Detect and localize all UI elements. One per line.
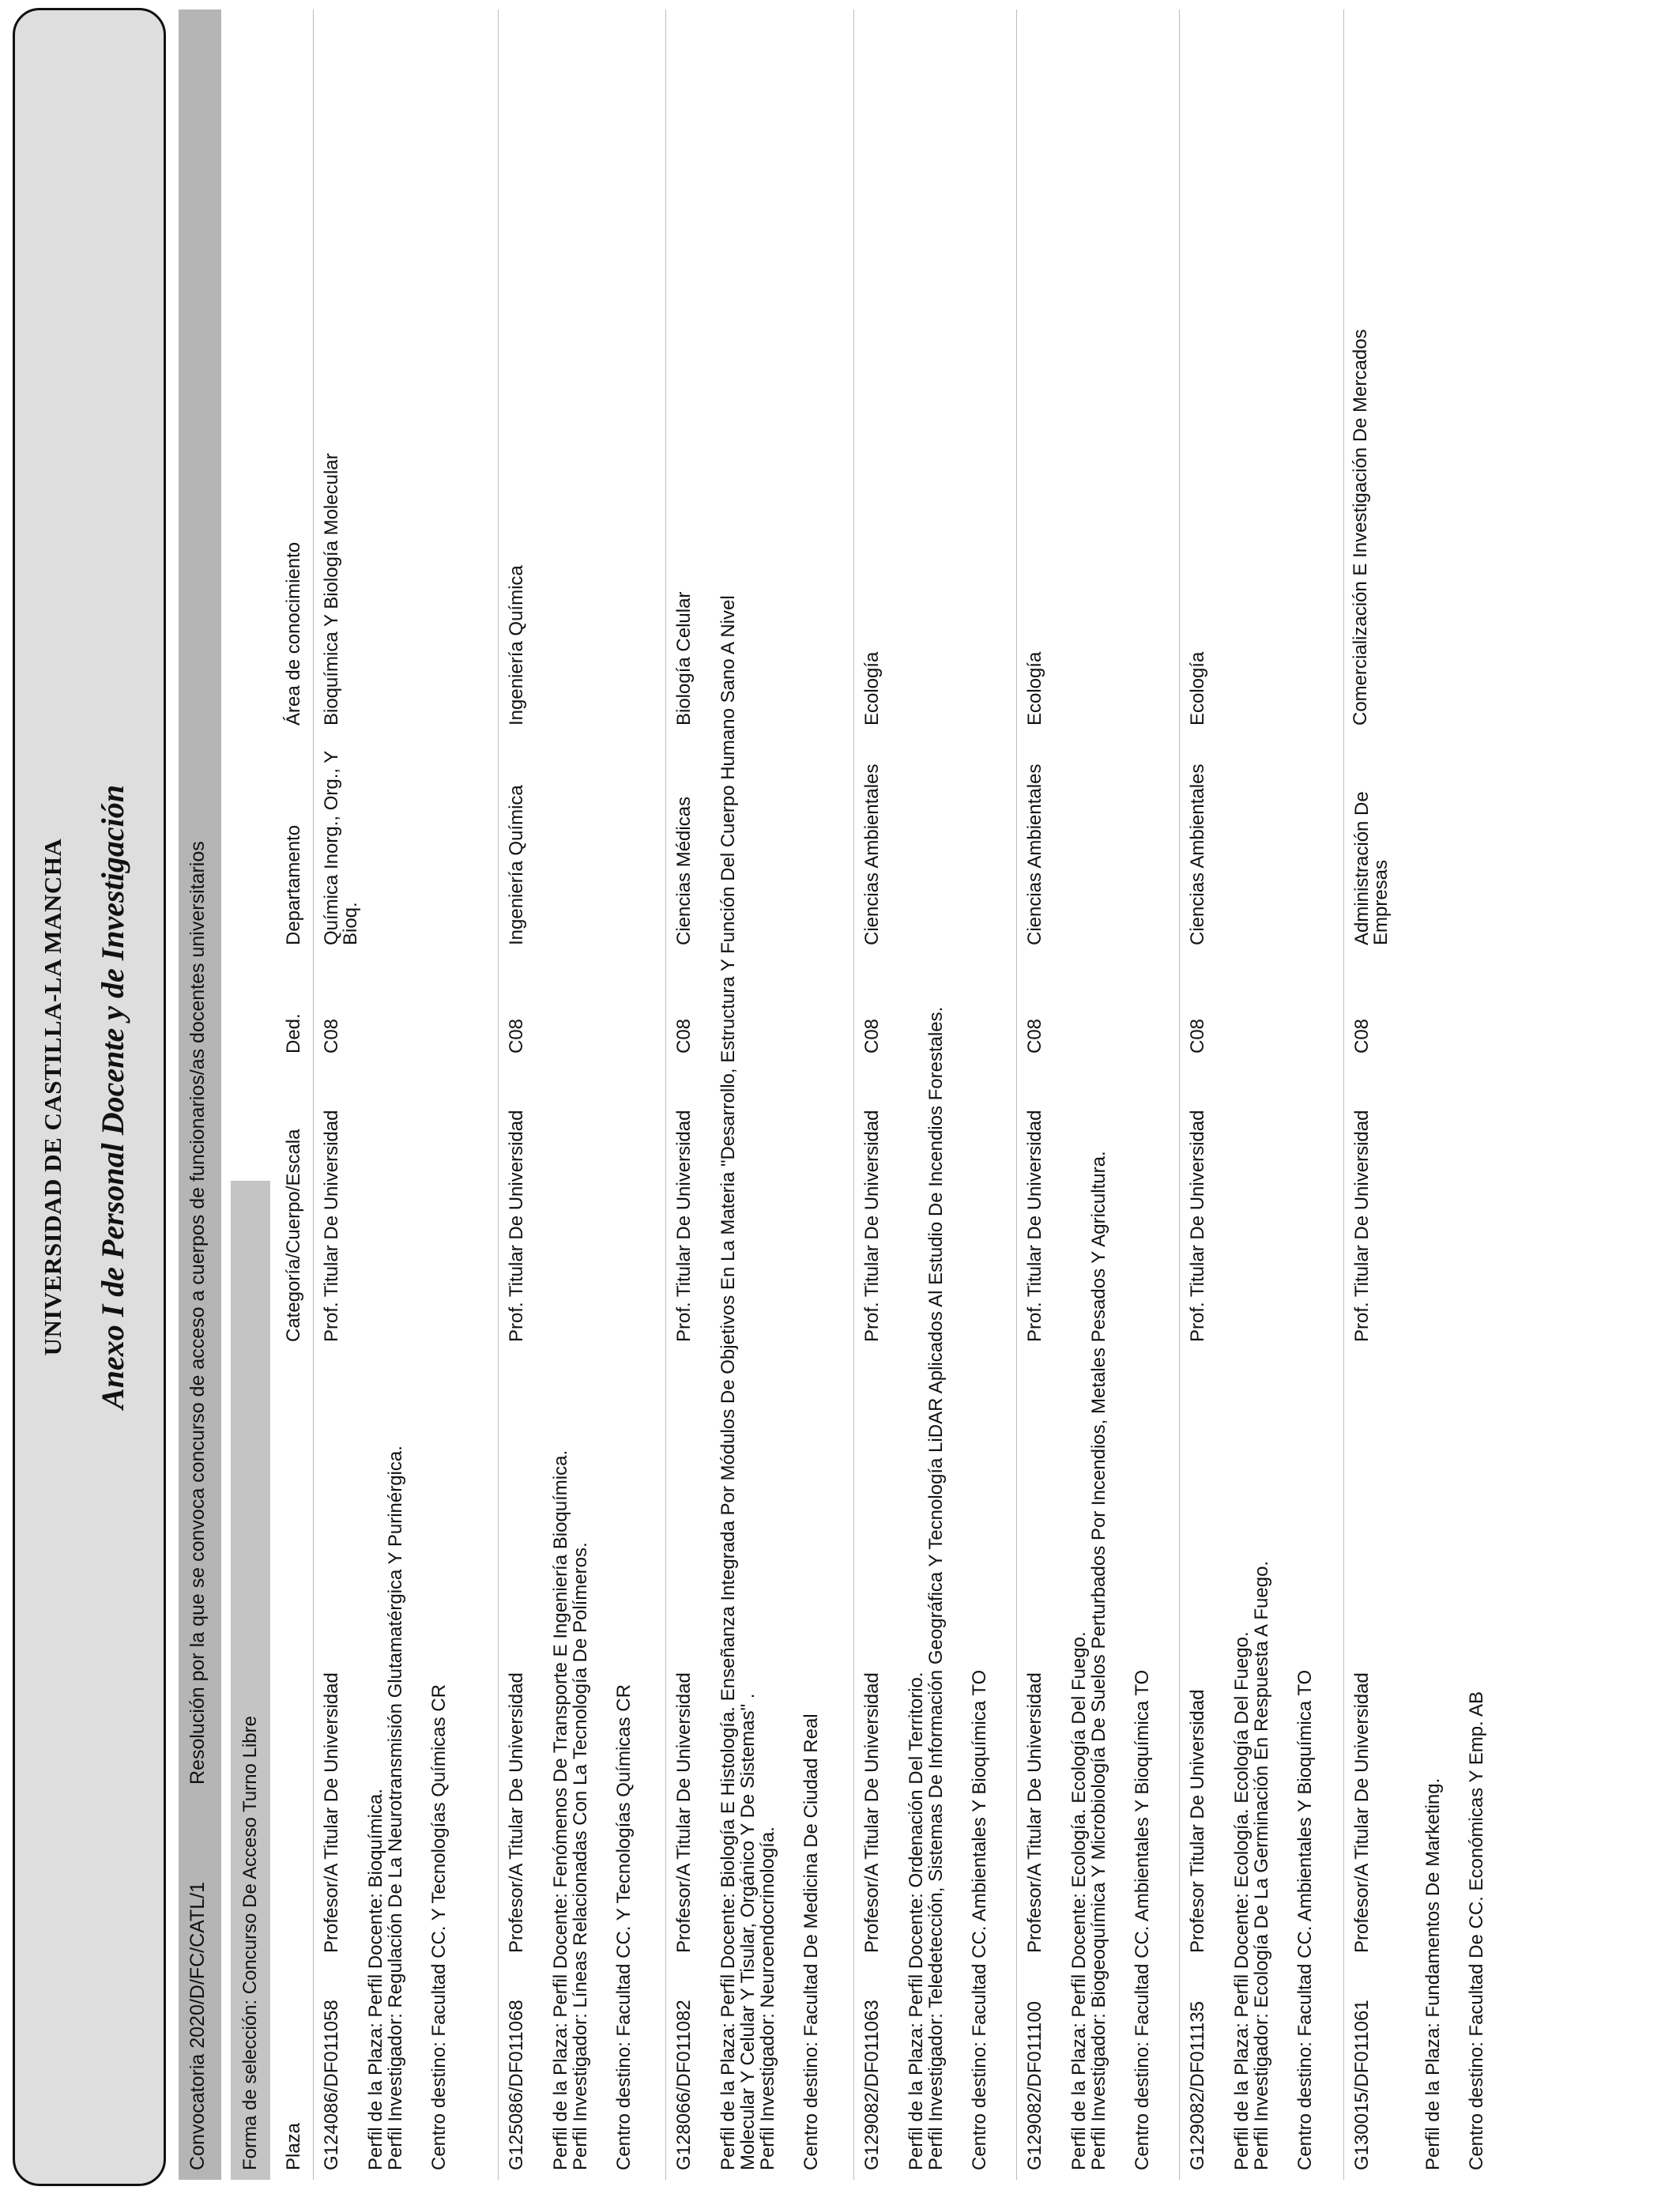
plaza-code: G125086/DF011068 [506, 2000, 527, 2170]
centro-destino: Centro destino: Facultad CC. Y Tecnologías Químicas CR [613, 1684, 635, 2170]
perfil-line: Perfil de la Plaza: Perfil Docente: Bioquímica. [365, 1789, 386, 2170]
area-conocimiento: Bioquímica Y Biología Molecular [321, 453, 342, 726]
convocatoria-band [179, 9, 221, 2180]
centro-destino: Centro destino: Facultad De CC. Económicas Y Emp. AB [1466, 1691, 1487, 2170]
perfil-line: Molecular Y Celular Y Tisular, Orgánico Y De Sistemas" . [737, 1693, 759, 2170]
perfil-line: Perfil Investigador: Líneas Relacionadas Con La Tecnología De Polímeros. [570, 1542, 591, 2170]
column-plaza: Plaza [283, 2122, 304, 2170]
perfil-line: Perfil de la Plaza: Perfil Docente: Fenómenos De Transporte E Ingeniería Bioquímica. [550, 1449, 571, 2170]
dedicacion: C08 [1024, 1018, 1045, 1054]
categoria-short: Profesor/A Titular De Universidad [861, 1672, 883, 1953]
column-ded: Ded. [283, 1013, 304, 1054]
centro-destino: Centro destino: Facultad CC. Ambientales Y Bioquímica TO [1294, 1669, 1316, 2170]
perfil-line: Perfil de la Plaza: Perfil Docente: Ecología. Ecología Del Fuego. [1231, 1631, 1252, 2170]
column-departamento: Departamento [283, 824, 304, 945]
centro-destino: Centro destino: Facultad CC. Ambientales Y Bioquímica TO [1132, 1669, 1153, 2170]
plaza-code: G129082/DF011100 [1024, 2001, 1045, 2170]
resolution-text: Resolución por la que se convoca concurso de acceso a cuerpos de funcionarios/as docentes universitarios [186, 841, 209, 1785]
departamento: Ciencias Ambientales [861, 763, 883, 945]
dedicacion: C08 [506, 1018, 527, 1054]
perfil-line: Perfil Investigador: Neuroendocrinología. [757, 1826, 778, 2170]
perfil-line: Perfil de la Plaza: Fundamentos De Marketing. [1422, 1777, 1444, 2170]
dedicacion: C08 [673, 1018, 695, 1054]
categoria-short: Profesor/A Titular De Universidad [673, 1672, 695, 1953]
column-area: Área de conocimiento [283, 541, 304, 726]
dedicacion: C08 [1351, 1018, 1373, 1054]
perfil-line: Perfil Investigador: Ecología De La Germinación En Respuesta A Fuego. [1251, 1560, 1272, 2170]
perfil-line: Perfil de la Plaza: Perfil Docente: Ordenación Del Territorio. [906, 1672, 927, 2170]
row-divider [313, 9, 314, 2180]
departamento: Ingeniería Química [506, 785, 527, 945]
row-divider [1343, 9, 1344, 2180]
departamento: Química Inorg., Org., Y [321, 750, 342, 945]
plaza-code: G129082/DF011063 [861, 2000, 883, 2170]
selection-band [231, 1181, 270, 2180]
categoria-short: Profesor/A Titular De Universidad [1024, 1672, 1045, 1953]
area-conocimiento: Comercialización E Investigación De Mercados [1350, 329, 1371, 726]
dedicacion: C08 [321, 1018, 342, 1054]
document-header [13, 8, 166, 2186]
departamento: Ciencias Ambientales [1187, 763, 1208, 945]
plaza-code: G124086/DF011058 [321, 2000, 342, 2170]
perfil-line: Perfil de la Plaza: Perfil Docente: Biología E Histología. Enseñanza Integrada Por Módulos De Objetivos En La Materia "Desarrollo, Estructura Y Función Del Cuerpo Humano Sano A Nivel [718, 595, 739, 2170]
departamento: Ciencias Médicas [673, 796, 695, 945]
categoria-short: Profesor Titular De Universidad [1187, 1689, 1208, 1953]
categoria: Prof. Titular De Universidad [506, 1110, 527, 1342]
categoria-short: Profesor/A Titular De Universidad [321, 1672, 342, 1953]
departamento: Empresas [1370, 859, 1392, 945]
selection-form: Forma de selección: Concurso De Acceso Turno Libre [239, 1716, 261, 2170]
annex-title: Anexo I de Personal Docente y de Investigación [95, 785, 130, 1409]
dedicacion: C08 [861, 1018, 883, 1054]
departamento: Ciencias Ambientales [1024, 763, 1045, 945]
categoria: Prof. Titular De Universidad [1187, 1110, 1208, 1342]
area-conocimiento: Ecología [1187, 651, 1208, 726]
categoria-short: Profesor/A Titular De Universidad [506, 1672, 527, 1953]
row-divider [853, 9, 854, 2180]
centro-destino: Centro destino: Facultad CC. Ambientales Y Bioquímica TO [969, 1669, 990, 2170]
column-categoria: Categoría/Cuerpo/Escala [283, 1129, 304, 1342]
plaza-code: G129082/DF011135 [1187, 2001, 1208, 2170]
area-conocimiento: Ecología [1024, 651, 1045, 726]
departamento: Administración De [1351, 791, 1373, 945]
convocatoria-code: Convocatoria 2020/D/FC/CATL/1 [186, 1882, 209, 2170]
categoria: Prof. Titular De Universidad [861, 1110, 883, 1342]
categoria: Prof. Titular De Universidad [1024, 1110, 1045, 1342]
centro-destino: Centro destino: Facultad CC. Y Tecnologías Químicas CR [428, 1684, 450, 2170]
row-divider [1016, 9, 1017, 2180]
perfil-line: Perfil Investigador: Teledetección, Sistemas De Información Geográfica Y Tecnología LiDAR Aplicados Al Estudio De Incendios Forestales. [925, 1006, 947, 2170]
plaza-code: G130015/DF011061 [1351, 2000, 1373, 2170]
categoria: Prof. Titular De Universidad [673, 1110, 695, 1342]
row-divider [498, 9, 499, 2180]
plaza-code: G128066/DF011082 [673, 2000, 695, 2170]
perfil-line: Perfil de la Plaza: Perfil Docente: Ecología. Ecología Del Fuego. [1068, 1631, 1090, 2170]
categoria: Prof. Titular De Universidad [321, 1110, 342, 1342]
row-divider [1179, 9, 1180, 2180]
area-conocimiento: Ecología [861, 651, 883, 726]
institution-title: UNIVERSIDAD DE CASTILLA-LA MANCHA [39, 838, 66, 1356]
departamento: Bioq. [340, 902, 361, 945]
categoria-short: Profesor/A Titular De Universidad [1351, 1672, 1373, 1953]
dedicacion: C08 [1187, 1018, 1208, 1054]
area-conocimiento: Biología Celular [673, 591, 695, 726]
perfil-line: Perfil Investigador: Regulación De La Neurotransmisión Glutamatérgica Y Purinérgica. [385, 1446, 406, 2170]
centro-destino: Centro destino: Facultad De Medicina De Ciudad Real [800, 1713, 822, 2170]
row-divider [665, 9, 666, 2180]
area-conocimiento: Ingeniería Química [506, 565, 527, 726]
categoria: Prof. Titular De Universidad [1351, 1110, 1373, 1342]
perfil-line: Perfil Investigador: Biogeoquímica Y Microbiología De Suelos Perturbados Por Incendios, Metales Pesados Y Agricultura. [1088, 1151, 1109, 2170]
